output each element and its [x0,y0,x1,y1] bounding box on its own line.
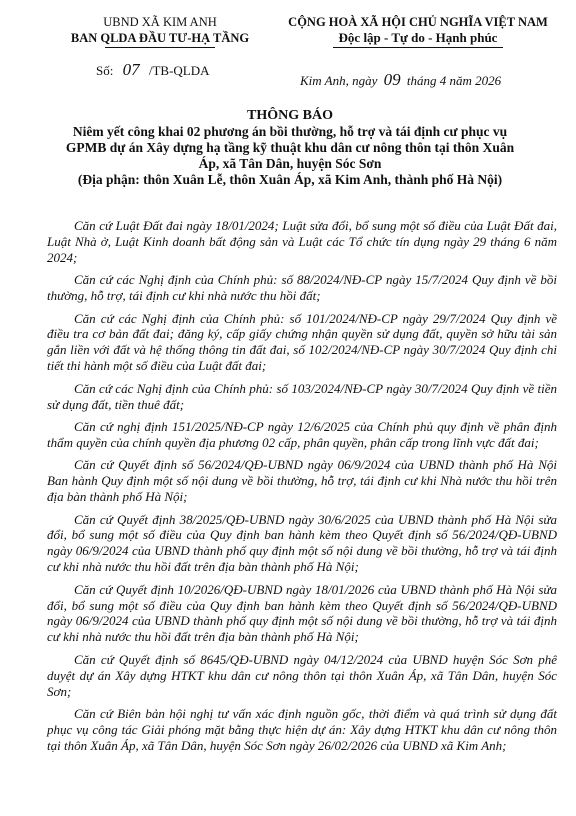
notice-location: (Địa phận: thôn Xuân Lễ, thôn Xuân Áp, xã Kim Anh, thành phố Hà Nội) [77,172,503,187]
legal-basis-paragraph: Căn cứ Quyết định số 56/2024/QĐ-UBND ngày 06/9/2024 của UBND thành phố Hà Nội Ban hành Quy định một số nội dung về bồi thường, hỗ trợ, tái định cư khi Nhà nước thu hồi trên địa bàn thành phố Hà Nội; [47,457,557,505]
doc-no-suffix: /TB-QLDA [148,63,210,78]
doc-no-handwritten: 07 [122,60,140,79]
notice-title [30,108,550,188]
legal-basis-paragraph: Căn cứ nghị định 151/2025/NĐ-CP ngày 12/6/2025 của Chính phủ quy định về phân định thẩm quyền của chính quyền địa phương 02 cấp, phân quyền, phân cấp trong lĩnh vực đất đai; [47,418,557,450]
notice-subject-line-1: Niêm yết công khai 02 phương án bồi thường, hỗ trợ và tái định cư phục vụ [72,124,508,139]
notice-heading: THÔNG BÁO [247,108,333,123]
agency-parent: UBND XÃ KIM ANH [103,15,217,29]
notice-subject-line-2: GPMB dự án Xây dựng hạ tầng kỹ thuật khu dân cư nông thôn tại thôn Xuân [65,140,515,155]
date-day-handwritten: 09 [383,70,401,89]
legal-basis-paragraph: Căn cứ Biên bản hội nghị tư vấn xác định nguồn gốc, thời điểm và quá trình sử dụng đất phục vụ công tác Giải phóng mặt bằng thực hiện dự án: Xây dựng HTKT khu dân cư nông thôn tại thôn Xuân Áp, xã Tân Dân, huyện Sóc Sơn ngày 26/02/2026 của UBND xã Kim Anh; [47,705,557,753]
legal-basis-paragraph: Căn cứ Quyết định 10/2026/QĐ-UBND ngày 18/01/2026 của UBND thành phố Hà Nội sửa đổi, bổ sung một số điều của Quy định ban hành kèm theo Quyết định số 56/2024/QĐ-UBND ngày 06/9/2024 của UBND thành phố quy định một số nội dung về bồi thường, hỗ trợ và tái định cư khi nhà nước thu hồi đất trên địa bàn thành phố Hà Nội; [47,581,557,645]
issuing-agency-block [50,14,270,48]
doc-no-prefix: Số: [96,63,114,78]
legal-basis-paragraph: Căn cứ Quyết định số 8645/QĐ-UBND ngày 04/12/2024 của UBND huyện Sóc Sơn phê duyệt dự án Xây dựng HTKT khu dân cư nông thôn tại thôn Xuân Áp, xã Tân Dân, huyện Sóc Sơn; [47,651,557,699]
notice-subject-line-3: Áp, xã Tân Dân, huyện Sóc Sơn [198,156,382,171]
date-prefix: Kim Anh, ngày [300,73,378,88]
legal-basis-paragraph: Căn cứ các Nghị định của Chính phủ: số 101/2024/NĐ-CP ngày 29/7/2024 Quy định về điều tra cơ bản đất đai; đăng ký, cấp giấy chứng nhận quyền sử dụng đất, quyền sở hữu tài sản gắn liền với đất và hệ thống thông tin đất đai, số 102/2024/NĐ-CP ngày 30/7/2024 Quy định chi tiết thi hành một số điều của Luật đất đai; [47,310,557,374]
legal-basis-paragraph: Căn cứ các Nghị định của Chính phủ: số 88/2024/NĐ-CP ngày 15/7/2024 Quy định về bồi thường, hỗ trợ, tái định cư khi nhà nước thu hồi đất; [47,272,557,304]
national-header-block [268,14,568,48]
date-suffix: tháng 4 năm 2026 [406,73,502,88]
legal-basis-paragraph: Căn cứ các Nghị định của Chính phủ: số 103/2024/NĐ-CP ngày 30/7/2024 Quy định về tiền sử dụng đất, tiền thuê đất; [47,380,557,412]
legal-bases [47,218,557,760]
agency-underline [105,47,215,48]
place-and-date [300,70,501,90]
legal-basis-paragraph: Căn cứ Quyết định 38/2025/QĐ-UBND ngày 30/6/2025 của UBND thành phố Hà Nội sửa đổi, bổ sung một số điều của Quy định ban hành kèm theo Quyết định số 56/2024/QĐ-UBND ngày 06/9/2024 của UBND thành phố quy định một số nội dung về bồi thường, hỗ trợ và tái định cư khi nhà nước thu hồi đất trên địa bàn thành phố Hà Nội; [47,511,557,575]
motto-underline [333,47,503,48]
document-number [96,60,210,80]
national-motto: Độc lập - Tự do - Hạnh phúc [338,30,498,45]
legal-basis-paragraph: Căn cứ Luật Đất đai ngày 18/01/2024; Luật sửa đổi, bổ sung một số điều của Luật Đất đai, Luật Nhà ở, Luật Kinh doanh bất động sản và Luật các Tổ chức tín dụng ngày 29 tháng 6 năm 2024; [47,218,557,265]
agency-name: BAN QLDA ĐẦU TƯ-HẠ TẦNG [70,31,250,45]
nation-name: CỘNG HOÀ XÃ HỘI CHỦ NGHĨA VIỆT NAM [288,15,548,29]
